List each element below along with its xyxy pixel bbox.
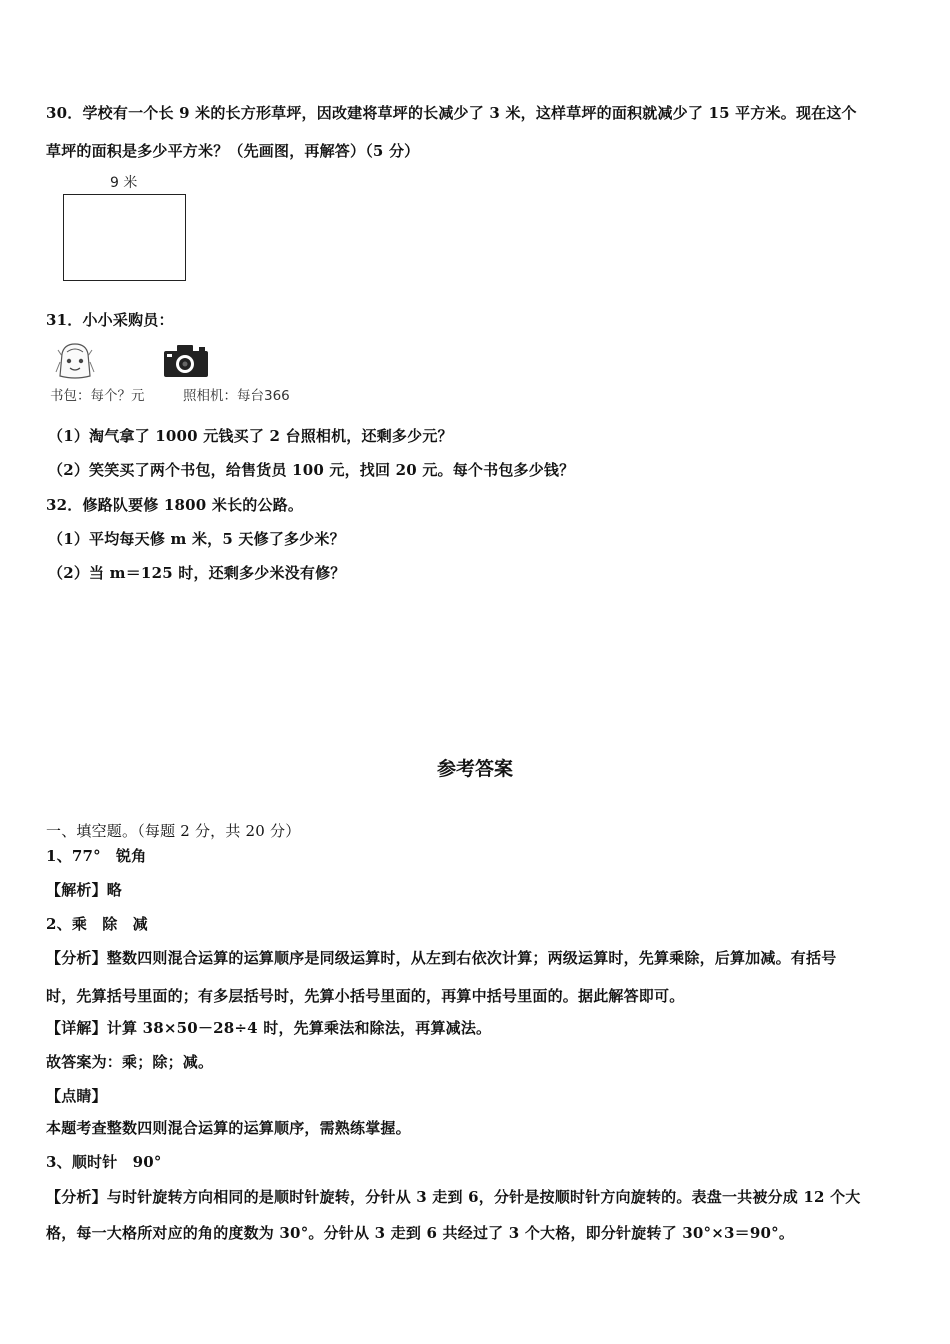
answer-3: 3、顺时针 90° [46,1153,162,1171]
q31-heading: 31．小小采购员： [46,311,174,329]
answer-2: 2、乘 除 减 [46,915,148,933]
q32-heading: 32．修路队要修 1800 米长的公路。 [46,496,304,514]
lawn-rectangle-figure [63,194,186,281]
answer-2-tip-heading: 【点睛】 [46,1087,107,1105]
answer-3-analysis-line-2: 格，每一大格所对应的角的度数为 30°。分针从 3 走到 6 共经过了 3 个大格，即分针旋转了 30°×3＝90°。 [46,1224,795,1242]
schoolbag-icon [54,342,96,380]
q32-subquestion-2: （2）当 m＝125 时，还剩多少米没有修？ [48,564,346,582]
q31-subquestion-1: （1）淘气拿了 1000 元钱买了 2 台照相机，还剩多少元？ [48,427,453,445]
q30-text-line-1: 30．学校有一个长 9 米的长方形草坪，因改建将草坪的长减少了 3 米，这样草坪的面积就减少了 15 平方米。现在这个 [46,104,857,122]
answer-2-tip-text: 本题考查整数四则混合运算的运算顺序，需熟练掌握。 [46,1119,411,1137]
answer-1-analysis: 【解析】略 [46,881,123,899]
q30-text-line-2: 草坪的面积是多少平方米？（先画图，再解答）（5 分） [46,142,420,160]
answer-3-analysis-line-1: 【分析】与时针旋转方向相同的是顺时针旋转，分针从 3 走到 6，分针是按顺时针方向旋转的。表盘一共被分成 12 个大 [46,1188,861,1206]
answers-title: 参考答案 [436,758,513,780]
q32-subquestion-1: （1）平均每天修 m 米，5 天修了多少米？ [48,530,345,548]
camera-icon [163,344,209,378]
answer-2-analysis-line-2: 时，先算括号里面的；有多层括号时，先算小括号里面的，再算中括号里面的。据此解答即可。 [46,987,685,1005]
answer-2-conclusion: 故答案为：乘；除；减。 [46,1053,214,1071]
camera-price-label: 照相机：每台366 [183,388,290,404]
answer-2-analysis-line-1: 【分析】整数四则混合运算的运算顺序是同级运算时，从左到右依次计算；两级运算时，先算乘除，后算加减。有括号 [46,949,837,967]
answer-1: 1、77° 锐角 [46,847,147,865]
answers-section-heading: 一、填空题。（每题 2 分，共 20 分） [46,822,301,840]
rectangle-length-label: 9 米 [110,175,138,191]
q31-subquestion-2: （2）笑笑买了两个书包，给售货员 100 元，找回 20 元。每个书包多少钱？ [48,461,575,479]
schoolbag-price-label: 书包：每个？元 [50,388,145,404]
answer-2-detail: 【详解】计算 38×50－28÷4 时，先算乘法和除法，再算减法。 [46,1019,492,1037]
